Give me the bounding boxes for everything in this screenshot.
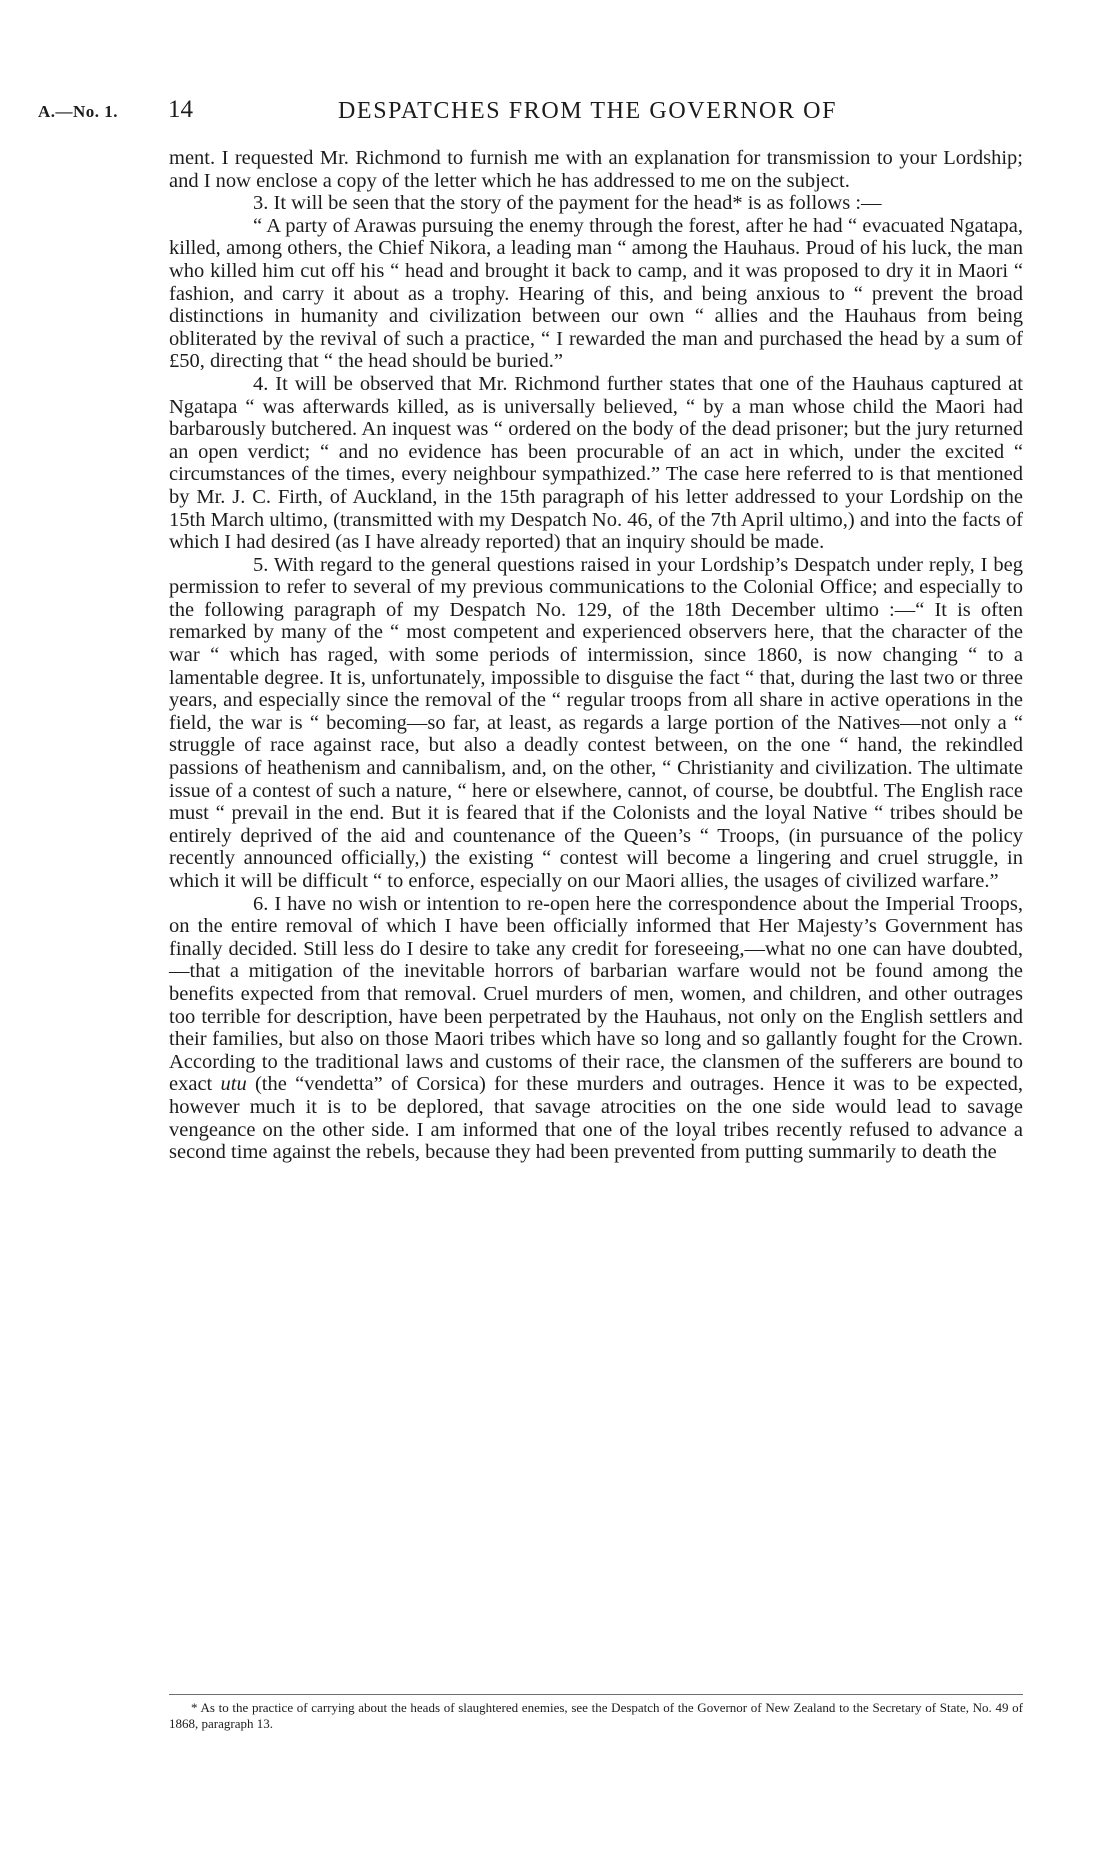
running-title: DESPATCHES FROM THE GOVERNOR OF (338, 98, 838, 124)
page-header (0, 96, 1114, 130)
paragraph-6-text-b: (the “vendetta” of Corsica) for these murders and outrages. Hence it was to be expected, however much it is to be deplored, that savage atrocities on the one side would lead to savage vengeance on the other side. I am informed that one of the loyal tribes recently refused to advance a second time against the rebels, because they had been prevented from putting summarily to death the (169, 1073, 1023, 1164)
paragraph-4: 4. It will be observed that Mr. Richmond further states that one of the Hauhaus captured at Ngatapa “ was afterwards killed, as is universally believed, “ by a man whose child the Maori had barbarously butchered. An inquest was “ ordered on the body of the dead prisoner; but the jury returned an open verdict; “ and no evidence has been procurable of an act in which, under the excited “ circumstances of the times, every neighbour sympathized.” The case here referred to is that mentioned by Mr. J. C. Firth, of Auckland, in the 15th paragraph of his letter addressed to your Lordship on the 15th March ultimo, (transmitted with my Despatch No. 46, of the 7th April ultimo,) and into the facts of which I had desired (as I have already reported) that an inquiry should be made. (169, 372, 1023, 554)
paragraph-continued: ment. I requested Mr. Richmond to furnish me with an explanation for transmission to your Lordship; and I now enclose a copy of the letter which he has addressed to me on the subject. (169, 147, 1023, 192)
paragraph-3: 3. It will be seen that the story of the payment for the head* is as follows :— (253, 192, 882, 215)
document-reference: A.—No. 1. (38, 102, 119, 121)
footnote: * As to the practice of carrying about the heads of slaughtered enemies, see the Despatch of the Governor of New Zealand to the Secretary of State, No. 49 of 1868, paragraph 13. (169, 1700, 1023, 1731)
paragraph-5: 5. With regard to the general questions raised in your Lordship’s Despatch under reply, I beg permission to refer to several of my previous communications to the Colonial Office; and especially to the following paragraph of my Despatch No. 129, of the 18th December ultimo :—“ It is often remarked by many of the “ most competent and experienced observers here, that the character of the war “ which has raged, with some periods of intermission, since 1860, is now changing “ to a lamentable degree. It is, unfortunately, impossible to disguise the fact “ that, during the last two or three years, and especially since the removal of the “ regular troops from all share in active operations in the field, the war is “ becoming—so far, at least, as regards a large portion of the Natives—not only a “ struggle of race against race, but also a deadly contest between, on the one “ hand, the rekindled passions of heathenism and cannibalism, and, on the other, “ Christianity and civilization. The ultimate issue of a contest of such a nature, “ here or elsewhere, cannot, of course, be doubtful. The English race must “ prevail in the end. But it is feared that if the Colonists and the loyal Native “ tribes should be entirely deprived of the aid and countenance of the Queen’s “ Troops, (in pursuance of the policy recently announced officially,) the existing “ contest will become a lingering and cruel struggle, in which it will be difficult “ to enforce, especially on our Maori allies, the usages of civilized warfare.” (169, 553, 1023, 892)
paragraph-6 (169, 893, 1023, 1164)
page-number: 14 (168, 96, 193, 123)
document-body (169, 147, 1023, 1164)
footnote-divider (169, 1694, 1023, 1695)
utu-term: utu (220, 1073, 247, 1096)
paragraph-3-quote: “ A party of Arawas pursuing the enemy through the forest, after he had “ evacuated Ngatapa, killed, among others, the Chief Nikora, a leading man “ among the Hauhaus. Proud of his luck, the man who killed him cut off his “ head and brought it back to camp, and it was proposed to dry it in Maori “ fashion, and carry it about as a trophy. Hearing of this, and being anxious to “ prevent the broad distinctions in humanity and civilization between our own “ allies and the Hauhaus from being obliterated by the revival of such a practice, “ I rewarded the man and purchased the head by a sum of £50, directing that “ the head should be buried.” (169, 214, 1023, 373)
paragraph-6-text-a: 6. I have no wish or intention to re-open here the correspondence about the Imperial Troops, on the entire removal of which I have been officially informed that Her Majesty’s Government has finally decided. Still less do I desire to take any credit for foreseeing,—what no one can have doubted,—that a mitigation of the inevitable horrors of barbarian warfare would not be found among the benefits expected from that removal. Cruel murders of men, women, and children, and other outrages too terrible for description, have been perpetrated by the Hauhaus, not only on the English settlers and their families, but also on those Maori tribes which have so long and so gallantly fought for the Crown. According to the traditional laws and customs of their race, the clansmen of the sufferers are bound to exact (169, 892, 1023, 1096)
